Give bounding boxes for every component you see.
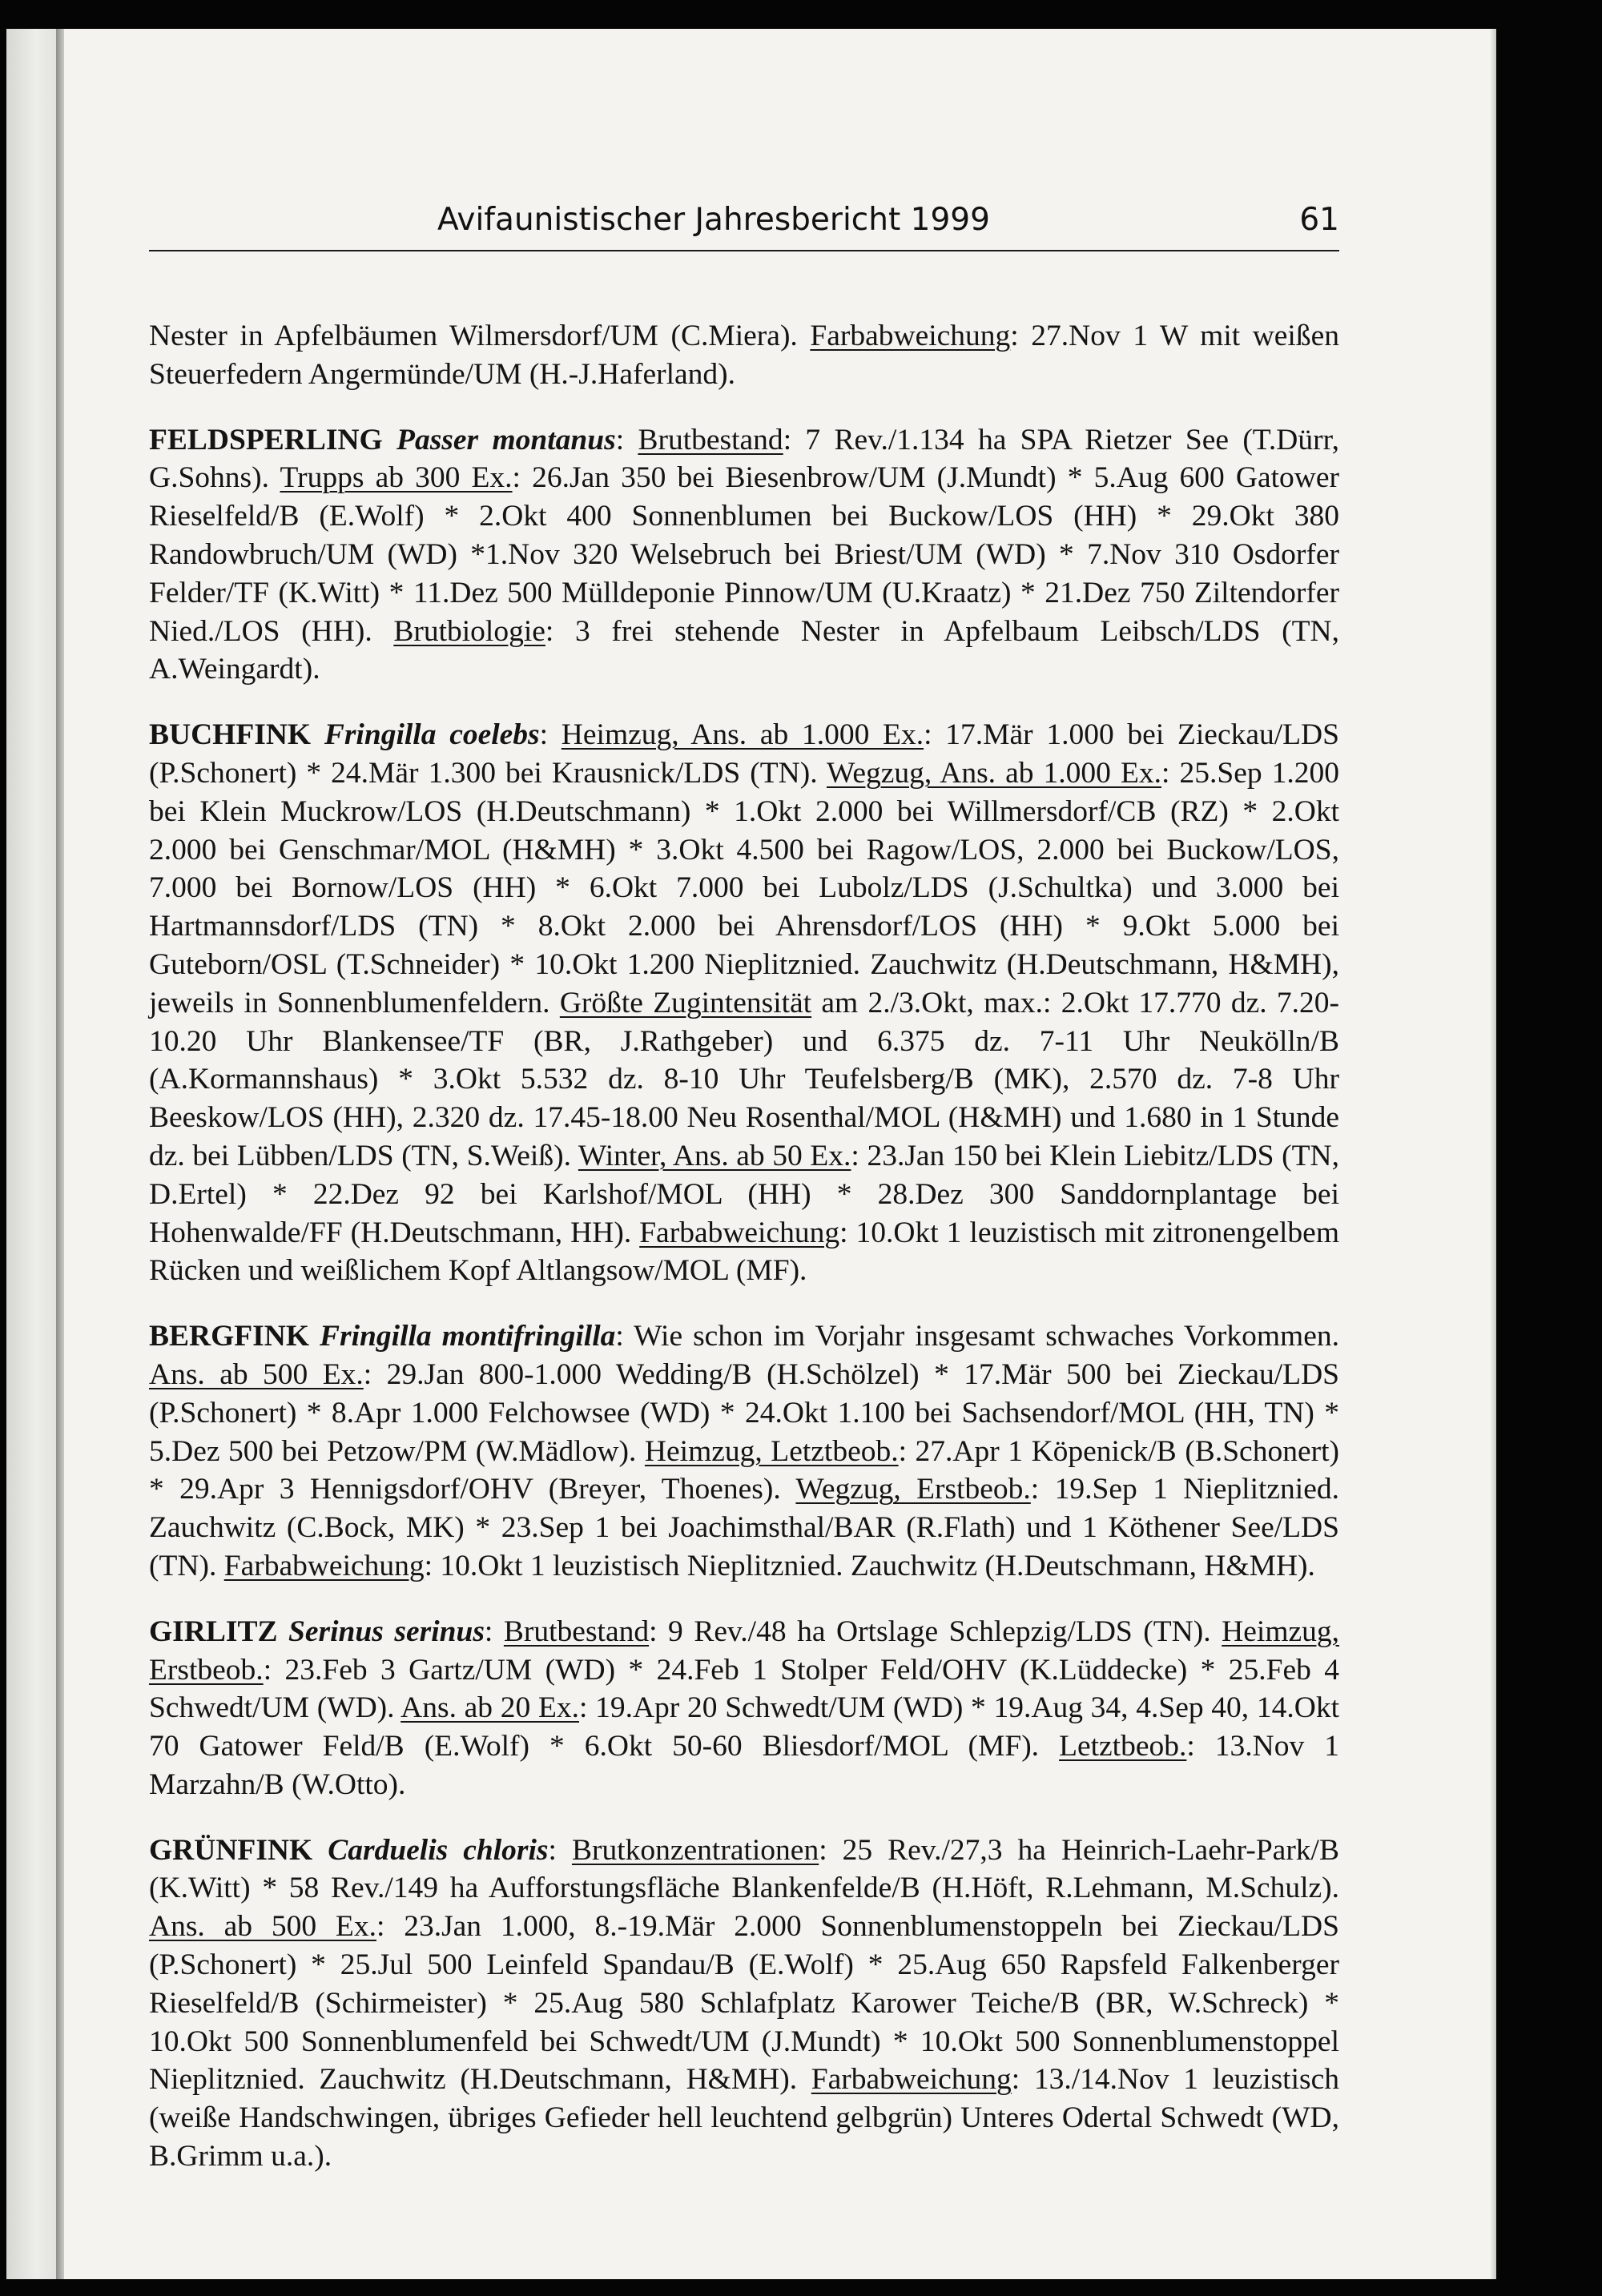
- entry-text: : 3 frei stehende Nester in Apfelbaum Leibsch/LDS (TN, A.Weingardt).: [149, 614, 1339, 686]
- section-label: Trupps ab 300 Ex.: [280, 461, 513, 495]
- running-header: [149, 194, 1339, 251]
- section-label: Farbabweichung: [639, 1216, 840, 1249]
- entry-text: Nester in Apfelbäumen Wilmersdorf/UM (C.Miera).: [149, 320, 811, 352]
- entry-text: : 19.Sep 1 Nieplitznied. Zauchwitz (C.Bock, MK) * 23.Sep 1 bei Joachimsthal/BAR (R.Flath) und 1 Köthener See/LDS (TN).: [149, 1473, 1339, 1582]
- entry-text: : 29.Jan 800-1.000 Wedding/B (H.Schölzel) * 17.Mär 500 bei Zieckau/LDS (P.Schonert) * 8.Apr 1.000 Felchowsee (WD) * 24.Okt 1.100 bei Sachsendorf/MOL (HH, TN) * 5.Dez 500 bei Petzow/PM (W.Mädlow).: [149, 1357, 1340, 1468]
- section-label: Heimzug, Ans. ab 1.000 Ex.: [561, 718, 924, 752]
- species-name: BUCHFINK: [149, 718, 324, 752]
- section-label: Letztbeob.: [1059, 1730, 1187, 1763]
- entry-text: : 25 Rev./27,3 ha Heinrich-Laehr-Park/B (K.Witt) * 58 Rev./149 ha Aufforstungsfläche Blankenfelde/B (H.Höft, R.Lehmann, M.Schulz).: [149, 1833, 1339, 1905]
- scientific-name: Serinus serinus: [288, 1614, 485, 1648]
- species-entry-feldsperling: [149, 421, 1339, 690]
- running-title: Avifaunistischer Jahresbericht 1999: [437, 202, 990, 238]
- scientific-name: Carduelis chloris: [328, 1833, 549, 1867]
- entry-text: : 27.Nov 1 W mit weißen Steuerfedern Angermünde/UM (H.-J.Haferland).: [149, 320, 1339, 391]
- facing-page-edge: [6, 29, 56, 2279]
- section-label: Wegzug, Ans. ab 1.000 Ex.: [826, 756, 1161, 790]
- section-label: Brutbiologie: [393, 614, 545, 648]
- entry-text: : 13.Nov 1 Marzahn/B (W.Otto).: [149, 1730, 1339, 1801]
- section-label: Heimzug, Letztbeob.: [644, 1434, 899, 1468]
- section-label: Winter, Ans. ab 50 Ex.: [578, 1139, 851, 1172]
- book-gutter: [56, 29, 64, 2279]
- book-page: [6, 29, 1496, 2279]
- scientific-name: Fringilla coelebs: [324, 718, 540, 752]
- scientific-name: Passer montanus: [396, 423, 616, 456]
- entry-text: : 19.Apr 20 Schwedt/UM (WD) * 19.Aug 34, 4.Sep 40, 14.Okt 70 Gatower Feld/B (E.Wolf) * 6.Okt 50-60 Bliesdorf/MOL (MF).: [149, 1691, 1339, 1763]
- species-entry-gruenfink: [149, 1832, 1339, 2176]
- entry-text: : 10.Okt 1 leuzistisch Nieplitznied. Zauchwitz (H.Deutschmann, H&MH).: [424, 1549, 1315, 1582]
- entry-text: :: [484, 1614, 504, 1648]
- entry-text: : Wie schon im Vorjahr insgesamt schwaches Vorkommen.: [615, 1320, 1339, 1353]
- section-label: Heimzug, Erstbeob.: [149, 1614, 1340, 1687]
- species-entry-bergfink: [149, 1317, 1339, 1586]
- species-entry-intro: [149, 317, 1339, 394]
- species-name: GIRLITZ: [149, 1614, 289, 1648]
- section-label: Farbabweichung: [811, 2063, 1012, 2097]
- species-name: GRÜNFINK: [149, 1833, 328, 1867]
- section-label: Ans. ab 500 Ex.: [149, 1357, 364, 1391]
- entry-text: : 7 Rev./1.134 ha SPA Rietzer See (T.Dürr, G.Sohns).: [149, 423, 1339, 495]
- entry-text: : 25.Sep 1.200 bei Klein Muckrow/LOS (H.Deutschmann) * 1.Okt 2.000 bei Willmersdorf/CB (RZ) * 2.Okt 2.000 bei Genschmar/MOL (H&MH) * 3.Okt 4.500 bei Ragow/LOS, 2.000 bei Buckow/LOS, 7.000 bei Bornow/LOS (HH) * 6.Okt 7.000 bei Lubolz/LDS (J.Schultka) und 3.000 bei Hartmannsdorf/LDS (TN) * 8.Okt 2.000 bei Ahrensdorf/LOS (HH) * 9.Okt 5.000 bei Guteborn/OSL (T.Schneider) * 10.Okt 1.200 Nieplitznied. Zauchwitz (H.Deutschmann, H&MH), jeweils in Sonnenblumenfeldern.: [149, 756, 1340, 1019]
- section-label: Brutbestand: [638, 423, 783, 456]
- section-label: Farbabweichung: [810, 320, 1011, 352]
- section-label: Farbabweichung: [223, 1549, 425, 1582]
- species-name: BERGFINK: [149, 1320, 320, 1353]
- report-body: [149, 317, 1339, 2203]
- entry-text: :: [615, 423, 638, 456]
- entry-text: : 13./14.Nov 1 leuzistisch (weiße Handschwingen, übriges Gefieder hell leuchtend gelbgrün) Unteres Odertal Schwedt (WD, B.Grimm u.a.).: [149, 2063, 1339, 2173]
- section-label: Ans. ab 20 Ex.: [400, 1691, 579, 1725]
- entry-text: : 23.Jan 150 bei Klein Liebitz/LDS (TN, D.Ertel) * 22.Dez 92 bei Karlshof/MOL (HH) * 28.Dez 300 Sanddornplantage bei Hohenwalde/FF (H.Deutschmann, HH).: [149, 1139, 1339, 1249]
- entry-text: : 23.Jan 1.000, 8.-19.Mär 2.000 Sonnenblumenstoppeln bei Zieckau/LDS (P.Schonert) * 25.Jul 500 Leinfeld Spandau/B (E.Wolf) * 25.Aug 650 Rapsfeld Falkenberger Rieselfeld/B (Schirmeister) * 25.Aug 580 Schlafplatz Karower Teiche/B (BR, W.Schreck) * 10.Okt 500 Sonnenblumenfeld bei Schwedt/UM (J.Mundt) * 10.Okt 500 Sonnenblumenstoppel Nieplitznied. Zauchwitz (H.Deutschmann, H&MH).: [149, 1910, 1339, 2097]
- entry-text: am 2./3.Okt, max.: 2.Okt 17.770 dz. 7.20-10.20 Uhr Blankensee/TF (BR, J.Rathgeber) und 6.375 dz. 7-11 Uhr Neukölln/B (A.Kormannshaus) * 3.Okt 5.532 dz. 8-10 Uhr Teufelsberg/B (MK), 2.570 dz. 7-8 Uhr Beeskow/LOS (HH), 2.320 dz. 17.45-18.00 Neu Rosenthal/MOL (H&MH) und 1.680 in 1 Stunde dz. bei Lübben/LDS (TN, S.Weiß).: [149, 986, 1339, 1172]
- entry-text: :: [539, 718, 562, 752]
- entry-text: :: [548, 1833, 572, 1867]
- species-entry-girlitz: [149, 1613, 1339, 1804]
- page-number: 61: [1299, 202, 1339, 238]
- species-name: FELDSPERLING: [149, 423, 397, 456]
- species-entry-buchfink: [149, 716, 1339, 1290]
- entry-text: : 26.Jan 350 bei Biesenbrow/UM (J.Mundt) * 5.Aug 600 Gatower Rieselfeld/B (E.Wolf) * 2.Okt 400 Sonnenblumen bei Buckow/LOS (HH) * 29.Okt 380 Randowbruch/UM (WD) *1.Nov 320 Welsebruch bei Briest/UM (WD) * 7.Nov 310 Osdorfer Felder/TF (K.Witt) * 11.Dez 500 Mülldeponie Pinnow/UM (U.Kraatz) * 21.Dez 750 Ziltendorfer Nied./LOS (HH).: [149, 461, 1339, 648]
- section-label: Wegzug, Erstbeob.: [795, 1473, 1031, 1506]
- entry-text: : 23.Feb 3 Gartz/UM (WD) * 24.Feb 1 Stolper Feld/OHV (K.Lüddecke) * 25.Feb 4 Schwedt/UM (WD).: [149, 1653, 1339, 1725]
- section-label: Ans. ab 500 Ex.: [149, 1910, 376, 1944]
- entry-text: : 27.Apr 1 Köpenick/B (B.Schonert) * 29.Apr 3 Hennigsdorf/OHV (Breyer, Thoenes).: [149, 1434, 1339, 1506]
- section-label: Brutbestand: [503, 1614, 650, 1648]
- entry-text: : 9 Rev./48 ha Ortslage Schlepzig/LDS (TN).: [649, 1614, 1222, 1648]
- entry-text: : 17.Mär 1.000 bei Zieckau/LDS (P.Schonert) * 24.Mär 1.300 bei Krausnick/LDS (TN).: [149, 718, 1339, 790]
- scientific-name: Fringilla montifringilla: [320, 1320, 616, 1353]
- entry-text: : 10.Okt 1 leuzistisch mit zitronengelbem Rücken und weißlichem Kopf Altlangsow/MOL (MF).: [149, 1216, 1339, 1288]
- section-label: Größte Zugintensität: [559, 986, 812, 1019]
- section-label: Brutkonzentrationen: [571, 1833, 819, 1867]
- page-edge: [1490, 29, 1496, 2279]
